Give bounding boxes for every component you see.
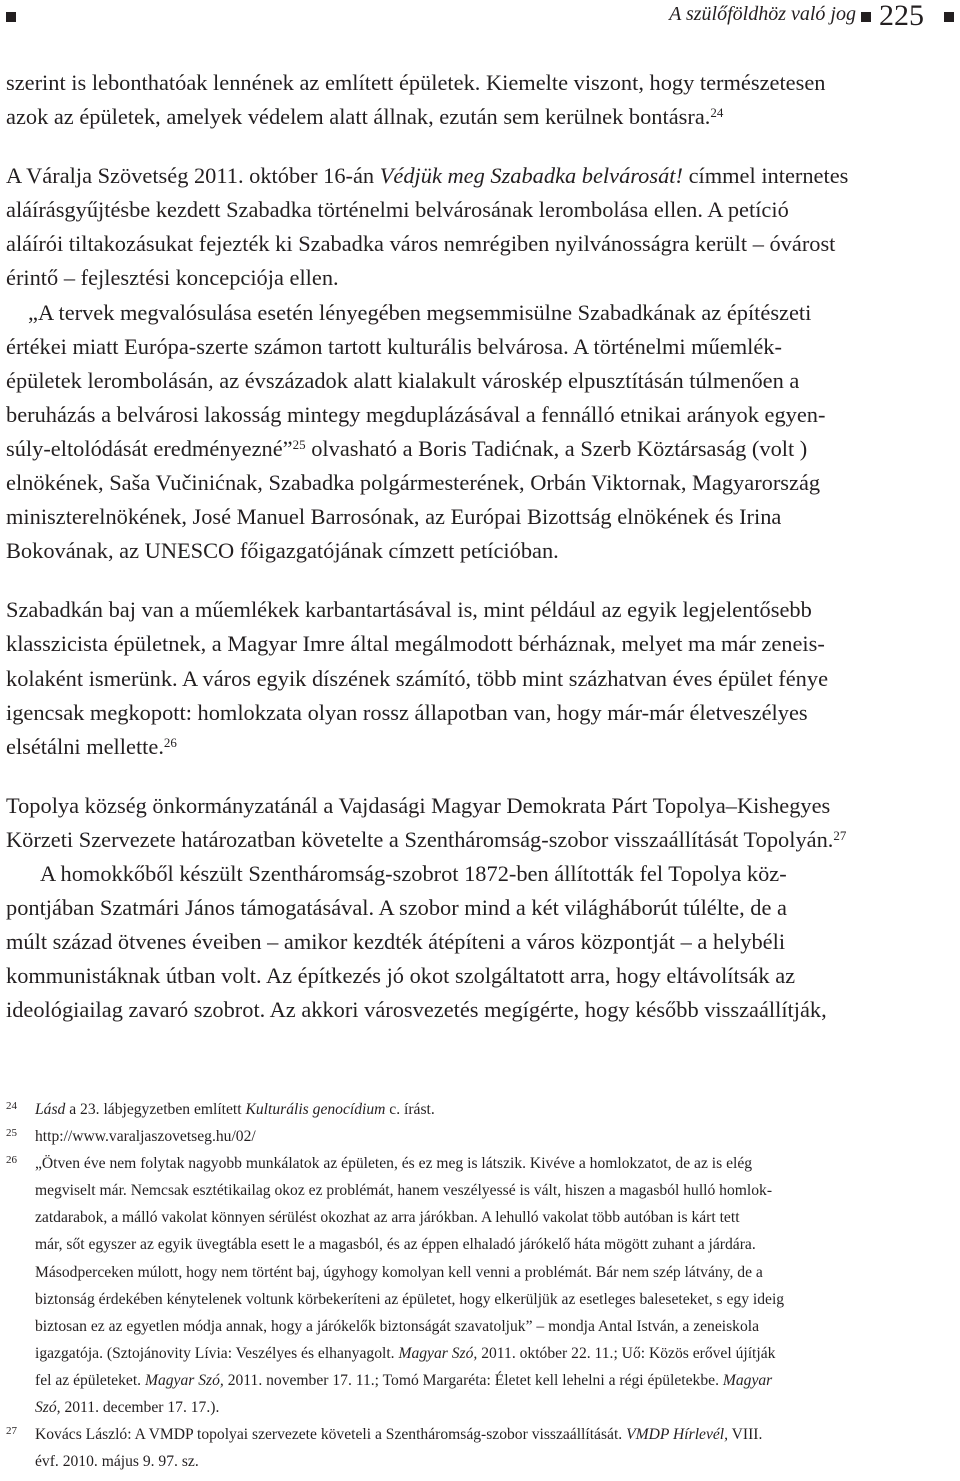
text-span: címmel internetes <box>682 163 849 189</box>
text-line: pontjában Szatmári János támogatásával. A szobor mind a két világháborút túlélte, de a <box>6 895 787 921</box>
square-bullet-icon <box>861 12 871 22</box>
footnote-ref: 26 <box>163 734 177 750</box>
text-line: érintő – fejlesztési koncepciója ellen. <box>6 265 339 291</box>
italic-title: VMDP Hírlevél, <box>626 1426 729 1444</box>
footnotes <box>6 1096 954 1475</box>
square-bullet-icon <box>944 12 954 22</box>
footnote-27 <box>6 1421 954 1448</box>
text-span: 2011. december 17. 17.). <box>60 1399 220 1417</box>
running-header <box>0 0 960 40</box>
text-line: A homokkőből készült Szentháromság-szobrot 1872-ben állították fel Topolya köz- <box>40 860 787 886</box>
text-span: c. írást. <box>385 1101 435 1118</box>
text-line <box>6 823 954 857</box>
text-span: Kovács László: A VMDP topolyai szervezete követeli a Szentháromság-szobor visszaállítását. <box>35 1426 627 1444</box>
text-line: kolaként ismerünk. A város egyik díszének számító, több mint százhatvan éves épület fénye <box>6 665 829 691</box>
italic-title: Kulturális genocídium <box>245 1101 386 1118</box>
text-span: 2011. október 22. 11.; Uő: Közös erővel újítják <box>477 1344 776 1362</box>
text-line: múlt század ötvenes éveiben – amikor kezdték átépíteni a város központját – a helybéli <box>6 929 786 955</box>
running-title: A szülőföldhöz való jog <box>669 3 856 25</box>
footnote-line: Másodperceken múlott, hogy nem történt baj, úgyhogy komolyan kell venni a problémát. Bár nem szép látvány, de a <box>35 1263 763 1281</box>
footnote-line: biztosan ez az egyetlen módja annak, hogy a járókelők biztonságát szavatoljuk” – mondja Antal István, a zeneiskola <box>35 1317 759 1335</box>
footnote-line <box>6 1340 954 1367</box>
text-span: Lásd <box>35 1101 66 1118</box>
text-line <box>6 432 954 466</box>
page-number: 225 <box>879 0 924 32</box>
italic-title: Szó, <box>35 1399 61 1417</box>
text-line: szerint is lebonthatóak lennének az említett épületek. Kiemelte viszont, hogy természetesen <box>6 70 826 95</box>
footnote-ref: 24 <box>710 105 724 121</box>
italic-title: Védjük meg Szabadka belvárosát! <box>379 163 683 189</box>
text-line <box>6 730 954 764</box>
square-bullet-icon <box>6 12 16 22</box>
footnote-line: megviselt már. Nemcsak esztétikailag okoz ez problémát, hanem veszélyessé is vált, hiszen a magasból hulló homlok- <box>35 1182 773 1200</box>
italic-title: Magyar <box>722 1371 773 1389</box>
footnote-line: zatdarabok, a málló vakolat könnyen sérülést okozhat az arra járókban. A lehulló vakolat több autóban is kárt tett <box>35 1209 740 1227</box>
text-line: klasszicista épületnek, a Magyar Imre által megálmodott bérháznak, melyet ma már zeneis- <box>6 631 825 657</box>
text-line: Szabadkán baj van a műemlékek karbantartásával is, mint például az egyik legjelentősebb <box>6 597 812 623</box>
text-span: VIII. <box>728 1426 763 1444</box>
text-line <box>6 159 954 193</box>
text-line: Bokovának, az UNESCO főigazgatójának címzett petícióban. <box>6 538 559 564</box>
text-span: olvasható a Boris Tadićnak, a Szerb Köztársaság (volt ) <box>305 435 808 461</box>
footnote-25 <box>6 1123 954 1150</box>
footnote-line <box>6 1394 954 1421</box>
footnote-line <box>6 1367 954 1394</box>
footnote-26 <box>6 1150 954 1177</box>
text-span: elsétálni mellette. <box>6 733 164 759</box>
footnote-ref: 25 <box>292 436 306 452</box>
text-line: aláírói tiltakozásukat fejezték ki Szabadka város nemrégiben nyilvánosságra került – óvárost <box>6 231 836 257</box>
text-span: súly-eltolódását eredményezné” <box>6 435 293 461</box>
text-span: „Ötven éve nem folytak nagyobb munkálatok az épületen, és ez meg is látszik. Kivéve a homlokzatot, de az is elég <box>35 1155 753 1173</box>
text-span: 2011. november 17. 11.; Tomó Margaréta: Életet kell lehelni a régi épületekbe. <box>223 1371 723 1389</box>
italic-title: Magyar Szó, <box>398 1344 478 1362</box>
text-line: kommunistáknak útban volt. Az építkezés jó okot szolgáltatott arra, hogy eltávolítsák az <box>6 963 796 989</box>
text-span: igazgatója. (Sztojánovity Lívia: Veszélyes és elhanyagolt. <box>35 1344 399 1362</box>
footnote-url[interactable]: http://www.varaljaszovetseg.hu/02/ <box>35 1128 256 1146</box>
text-line: miniszterelnökének, José Manuel Barrosónak, az Európai Bizottság elnökének és Irina <box>6 504 782 530</box>
text-line: épületek lerombolásán, az évszázadok alatt kialakult városkép elpusztításán túlmenően a <box>6 367 800 393</box>
footnote-line: évf. 2010. május 9. 97. sz. <box>35 1453 199 1471</box>
italic-title: Magyar Szó, <box>144 1371 224 1389</box>
footnote-line: már, sőt egyszer az egyik üvegtábla esett le a magasból, és az éppen elhaladó járókelő háta mögött zuhant a járdára. <box>35 1236 756 1254</box>
text-line: értékei miatt Európa-szerte számon tartott kulturális belvárosa. A történelmi műemlék- <box>6 333 782 359</box>
footnote-24 <box>6 1096 954 1123</box>
text-line <box>6 100 954 134</box>
text-line: aláírásgyűjtésbe kezdett Szabadka történelmi belvárosának lerombolása ellen. A petíció <box>6 197 789 223</box>
footnote-number: 25 <box>6 1127 17 1140</box>
footnote-number: 26 <box>6 1154 17 1167</box>
text-span: a 23. lábjegyzetben említett <box>65 1101 246 1118</box>
text-span: azok az épületek, amelyek védelem alatt állnak, ezután sem kerülnek bontásra. <box>6 104 711 130</box>
text-span: fel az épületeket. <box>35 1371 145 1389</box>
footnote-number: 24 <box>6 1100 17 1112</box>
footnote-number: 27 <box>6 1425 17 1438</box>
footnote-ref: 27 <box>833 827 847 843</box>
text-line: elnökének, Saša Vučinićnak, Szabadka polgármesterének, Orbán Viktornak, Magyarország <box>6 470 821 496</box>
text-line: beruházás a belvárosi lakosság mintegy megduplázásával a fennálló etnikai arányok egyen- <box>6 401 826 427</box>
main-text <box>6 66 954 1027</box>
text-span: Körzeti Szervezete határozatban követelte a Szentháromság-szobor visszaállítását Topolyán. <box>6 826 834 852</box>
text-line: ideológiailag zavaró szobrot. Az akkori városvezetés megígérte, hogy később visszaállítják, <box>6 997 827 1023</box>
text-span: A Váralja Szövetség 2011. október 16-án <box>6 163 380 189</box>
text-line: „A tervek megvalósulása esetén lényegében megsemmisülne Szabadkának az építészeti <box>28 299 812 325</box>
text-line: igencsak megkopott: homlokzata olyan rossz állapotban van, hogy már-már életveszélyes <box>6 699 808 725</box>
footnote-line: biztonság érdekében kénytelenek voltunk körbekeríteni az épületet, hogy elkerüljük az esetleges baleseteket, s egy ideig <box>35 1290 785 1308</box>
text-line: Topolya község önkormányzatánál a Vajdasági Magyar Demokrata Párt Topolya–Kishegyes <box>6 792 831 818</box>
